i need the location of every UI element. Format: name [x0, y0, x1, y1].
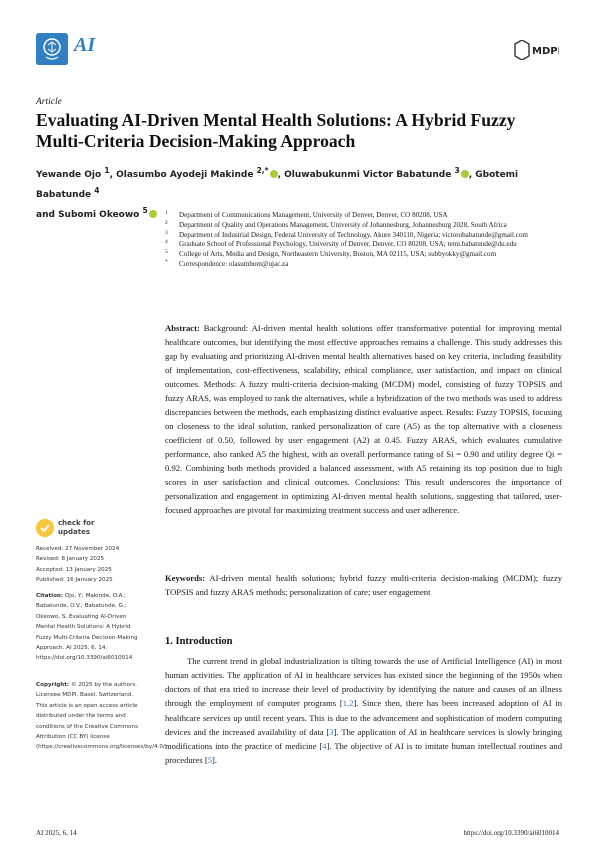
body-text: ].	[212, 755, 218, 766]
reference-link[interactable]: 4	[322, 740, 327, 751]
body-text: ]. The objective of AI is to imitate human intellectual routines and procedures [	[165, 740, 562, 766]
footer-doi-link[interactable]: https://doi.org/10.3390/ai6010014	[463, 829, 559, 837]
publisher-logo	[513, 40, 559, 60]
check-updates-label: updates	[58, 528, 90, 536]
orcid-icon[interactable]	[270, 170, 278, 178]
affiliation-text: Graduate School of Professional Psychology, University of Denver, Denver, CO 80208, USA; temi.babatunde@du.edu	[179, 240, 517, 249]
abstract-text: Background: AI-driven mental health solutions offer transformative potential for improving mental healthcare outcomes, but identifying the most effective approaches remains a challenge. This study addresses this gap by evaluating and prioritizing AI-driven mental health alternatives based on key criteria, including feasibility of implementation, cost-effectiveness, scalability, ethical compliance, user satisfaction, and impact on clinical outcomes. Methods: A fuzzy multi-criteria decision-making (MCDM) model, consisting of fuzzy TOPSIS and fuzzy ARAS, was employed to rank the alternatives, while a hybridization of the two methods was used to address discrepancies between the methods, each emphasizing distinct evaluative aspect. Results: Fuzzy TOPSIS, focusing on closeness to the ideal solution, ranked personalization of care (A5) as the top alternative with a closeness coefficient of 0.50, followed by user engagement (A2) at 0.45. Fuzzy ARAS, which evaluates cumulative performance, also ranked A5 the highest, with an overall performance rating of Si = 0.90 and utility degree Qi = 0.92. Combining both methods provided a balanced assessment, with A5 retaining its top position due to high scores in user satisfaction and clinical outcomes. Conclusions: This result underscores the importance of personalization and engagement in optimizing AI-driven mental health solutions, suggesting that tailored, user-focused approaches are pivotal for maximizing treatment success and user adherence.	[165, 323, 563, 515]
journal-logo-icon	[36, 33, 68, 65]
correspondence-text: Correspondence: olasumbom@ujac.za	[179, 259, 289, 268]
check-for-updates-button[interactable]	[36, 517, 126, 543]
affiliation-text: Department of Quality and Operations Management, University of Johannesburg, Johannesburg 2028, South Africa	[179, 220, 507, 229]
orcid-icon[interactable]	[461, 170, 469, 178]
author-name: Yewande Ojo	[36, 170, 102, 180]
keywords	[165, 571, 562, 599]
reference-link[interactable]: 3	[329, 726, 334, 737]
publisher-name: MDPI	[532, 46, 559, 57]
publication-dates	[36, 544, 146, 586]
check-updates-icon	[36, 519, 54, 537]
affiliation-number: 2	[165, 219, 168, 226]
journal-name: AI	[74, 34, 96, 56]
citation-text: Ojo, Y.; Makinde, O.A.; Babatunde, O.V.; Babatunde, G.; Okeowo, S. Evaluating AI-Driven Mental Health Solutions: A Hybrid Fuzzy Multi-Criteria Decision-Making Approach. AI 2025, 6, 14. https://doi.org/10.3390/ai6010014	[36, 593, 138, 662]
orcid-icon[interactable]	[149, 210, 157, 218]
affiliation-number: 5	[165, 249, 168, 256]
citation-label: Citation:	[36, 593, 64, 599]
footer-journal-citation: AI 2025, 6, 14	[36, 829, 77, 837]
copyright-label: Copyright:	[36, 682, 70, 688]
affiliation-number: *	[165, 258, 168, 265]
affiliation-number: 1	[165, 210, 168, 216]
published-date: Published: 16 January 2025	[36, 577, 113, 584]
copyright-block	[36, 680, 169, 753]
copyright-text: © 2025 by the authors. Licensee MDPI, Basel, Switzerland. This article is an open access article distributed under the terms and conditions of the Creative Commons Attribution (CC BY) license (https://creativecommons.org/licenses/by/4.0/).	[36, 682, 169, 751]
article-type: Article	[36, 97, 62, 107]
author-name: Subomi Okeowo	[58, 210, 140, 220]
affiliation-item	[165, 240, 565, 250]
author-name: Oluwabukunmi Victor Babatunde	[284, 170, 452, 180]
affiliation-item	[165, 250, 565, 260]
keywords-text: AI-driven mental health solutions; hybrid fuzzy multi-criteria decision-making (MCDM); fuzzy TOPSIS and fuzzy ARAS methods; personalization of care; user engagement	[165, 573, 562, 597]
author-affiliation-mark: 4	[94, 186, 100, 195]
author-affiliation-mark: 2,*	[256, 166, 269, 175]
affiliation-number: 3	[165, 229, 168, 236]
author-affiliation-mark: 5	[142, 206, 148, 215]
affiliation-list	[165, 211, 565, 270]
body-text: ]. The application of AI in healthcare services is slowly bringing modifications into the practice of medicine [	[165, 726, 562, 751]
paper-title: Evaluating AI-Driven Mental Health Solutions: A Hybrid Fuzzy Multi-Criteria Decision-Making Approach	[36, 110, 516, 151]
affiliation-number: 4	[165, 239, 168, 246]
affiliation-item	[165, 231, 565, 241]
check-updates-label: check for	[58, 519, 95, 527]
affiliation-text: Department of Communications Management, University of Denver, Denver, CO 80208, USA	[179, 211, 448, 219]
affiliation-item	[165, 221, 565, 231]
affiliation-text: College of Arts, Media and Design, Northeastern University, Boston, MA 02115, USA; subbyokky@gmail.com	[179, 250, 497, 259]
body-text: The current trend in global industrialization is tilting towards the use of Artificial Intelligence (AI) in most human activities. The application of AI in healthcare services has existed since the beginning of the 1950s when doctors of that era tried to increase their level of productivity by identifying the nature and causes of an illness through the employment of computer programs [	[165, 656, 562, 709]
section-heading: 1. Introduction	[165, 636, 233, 647]
author-name: Olasumbo Ayodeji Makinde	[116, 170, 254, 180]
accepted-date: Accepted: 13 January 2025	[36, 566, 112, 573]
affiliation-item	[165, 211, 565, 221]
abstract	[165, 321, 562, 517]
body-text: ]. Since then, there has been increased adoption of AI in healthcare services up until recent years. This is due to the advancement and sophistication of modern computing devices and the increased availability of data [	[165, 698, 563, 737]
author-list: Yewande Ojo $^1$, Olasumbo Ayodeji Makinde $^{2,*}$ , Oluwabukunmi Victor Babatunde $^3$ , Gbotemi Babatunde $^4$ and Subomi Okeowo $^5$	[36, 166, 519, 220]
reference-link[interactable]: 1,2	[342, 698, 354, 709]
correspondence-item	[165, 260, 565, 270]
reference-link[interactable]: 5	[207, 755, 213, 766]
received-date: Received: 27 November 2024	[36, 546, 120, 552]
abstract-label: Abstract:	[165, 323, 200, 333]
affiliation-text: Department of Industrial Design, Federal University of Technology, Akure 340110, Nigeria; victorobabatunde@gmail.com	[179, 230, 528, 239]
citation-block	[36, 591, 146, 664]
keywords-label: Keywords:	[165, 573, 206, 583]
introduction-paragraph	[165, 654, 562, 767]
author-affiliation-mark: 3	[454, 166, 460, 175]
author-name: Gbotemi Babatunde	[36, 170, 519, 200]
revised-date: Revised: 8 January 2025	[36, 556, 105, 563]
author-affiliation-mark: 1	[104, 166, 110, 175]
